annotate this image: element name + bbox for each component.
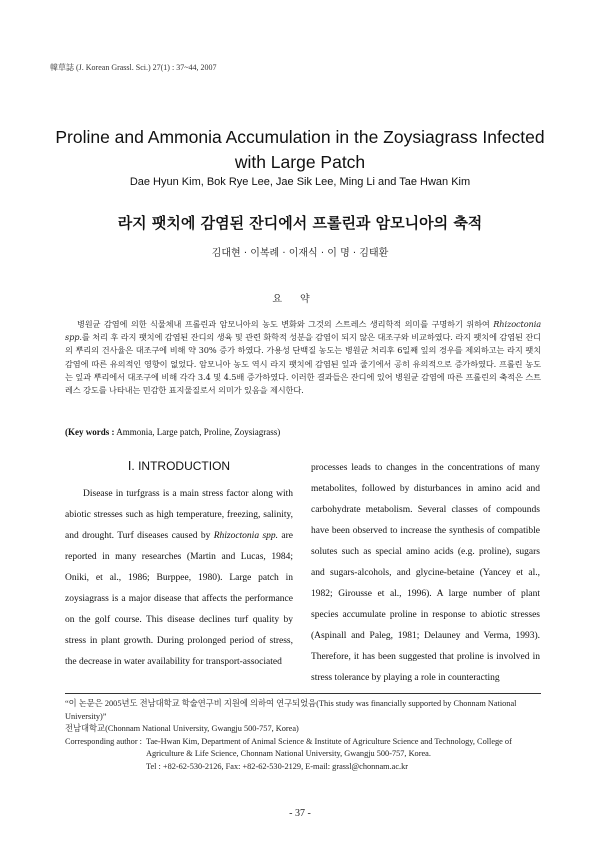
footnote-affiliation: 전남대학교(Chonnam National University, Gwangju 500-757, Korea)	[65, 724, 299, 733]
intro-text-2: are reported in many researches (Martin and Lucas, 1984; Oniki, et al., 1986; Burppee, 1980). Large patch in zoysiagrass is a major disease that affects the performance on the golf course. This disease declines turf quality by stress in plant growth. During prolonged period of stress, the decrease in water availability for transport-associated	[65, 531, 293, 667]
corresponding-author-contact: Tel : +82-62-530-2126, Fax: +82-62-530-2129, E-mail: grassl@chonnam.ac.kr	[145, 761, 409, 771]
journal-citation: 韓草誌 (J. Korean Grassl. Sci.) 27(1) : 37~44, 2007	[50, 63, 217, 72]
footnotes	[65, 698, 541, 773]
column-right	[311, 458, 540, 689]
paper-title	[40, 125, 560, 175]
abstract-text-2: 를 처리 후 라지 팻치에 감염된 잔디의 생육 및 관련 화학적 성분을 감염이 되지 않은 대조구와 비교하였다. 라지 팻치에 감염된 잔디의 뿌리의 건사율은 대조구에 비해 약 30% 증가 하였다. 가용성 단백질 농도는 병원균 처리후 6일째 잎의 경우를 제외하고는 라지 팻치 감염에 따른 유의적인 영향이 없었다. 암모니아 농도 역시 라지 팻치에 감염된 잎과 줄기에서 공히 유의적으로 증가하였다. 프롤린 농도는 잎과 뿌리에서 대조구에 비해 각각 3.4 및 4.5배 증가하였다. 이러한 결과들은 잔디에 있어 병원균 감염에 따른 프롤린의 축적은 스트레스 강도를 나타내는 민감한 표지물질로서 의미가 있음을 제시한다.	[65, 332, 541, 396]
abstract-text-1: 병원균 감염에 의한 식물체내 프롤린과 암모니아의 농도 변화와 그것의 스트레스 생리학적 의미를 구명하기 위하여	[77, 319, 494, 329]
section-heading-introduction: Ⅰ. INTRODUCTION	[127, 459, 231, 473]
intro-paragraph-right: processes leads to changes in the concentrations of many metabolites, followed by disturbances in amino acid and carbohydrate metabolism. Several classes of compounds have been observed to increase the synthesis of compatible solutes such as special amino acids (e.g. proline), sugars and sugars-alcohols, and glycine-betaine (Yancey et al., 1982; Girousse et al., 1996). A large number of plant species accumulate proline in response to abiotic stresses (Aspinall and Paleg, 1981; Delauney and Verma, 1993). Therefore, it has been suggested that proline is involved in stress tolerance by playing a role in counteracting	[311, 463, 540, 683]
paper-title-korean: 라지 팻치에 감염된 잔디에서 프롤린과 암모니아의 축적	[117, 214, 483, 232]
authors-korean: 김대현 · 이복례 · 이재식 · 이 명 · 김태환	[211, 248, 389, 259]
paper-title-line-2: with Large Patch	[234, 152, 366, 172]
intro-paragraph-left	[65, 484, 293, 673]
keywords	[65, 427, 541, 437]
page-number: - 37 -	[289, 808, 311, 819]
footnote-funding: “이 논문은 2005년도 전남대학교 학술연구비 지원에 의하여 연구되었음(This study was financially supported by Chonnam National University)”	[65, 699, 517, 721]
column-left	[65, 456, 293, 673]
keywords-label: (Key words :	[65, 427, 115, 437]
paper-title-line-1: Proline and Ammonia Accumulation in the Zoysiagrass Infected	[55, 127, 545, 147]
corresponding-author-label: Corresponding author :	[65, 736, 142, 746]
abstract-heading: 요약	[272, 294, 328, 305]
abstract-organism: Rhizoctonia spp.	[65, 319, 541, 343]
corresponding-author-text: Tae-Hwan Kim, Department of Animal Science & Institute of Agriculture Science and Technology, College of Agriculture & Life Science, Chonnam National University, Gwangju 500-757, Korea.	[145, 736, 512, 758]
abstract-body	[65, 318, 541, 397]
keywords-text: Ammonia, Large patch, Proline, Zoysiagrass)	[114, 427, 281, 437]
footnote-corresponding-author	[65, 736, 541, 774]
corresponding-author-body	[146, 736, 541, 774]
intro-text-1: Disease in turfgrass is a main stress factor along with abiotic stresses such as high temperature, freezing, salinity, and drought. Turf diseases caused by	[65, 489, 293, 541]
intro-organism: Rhizoctonia spp.	[213, 531, 279, 541]
footnote-divider	[65, 693, 541, 694]
authors-english: Dae Hyun Kim, Bok Rye Lee, Jae Sik Lee, Ming Li and Tae Hwan Kim	[129, 176, 471, 188]
